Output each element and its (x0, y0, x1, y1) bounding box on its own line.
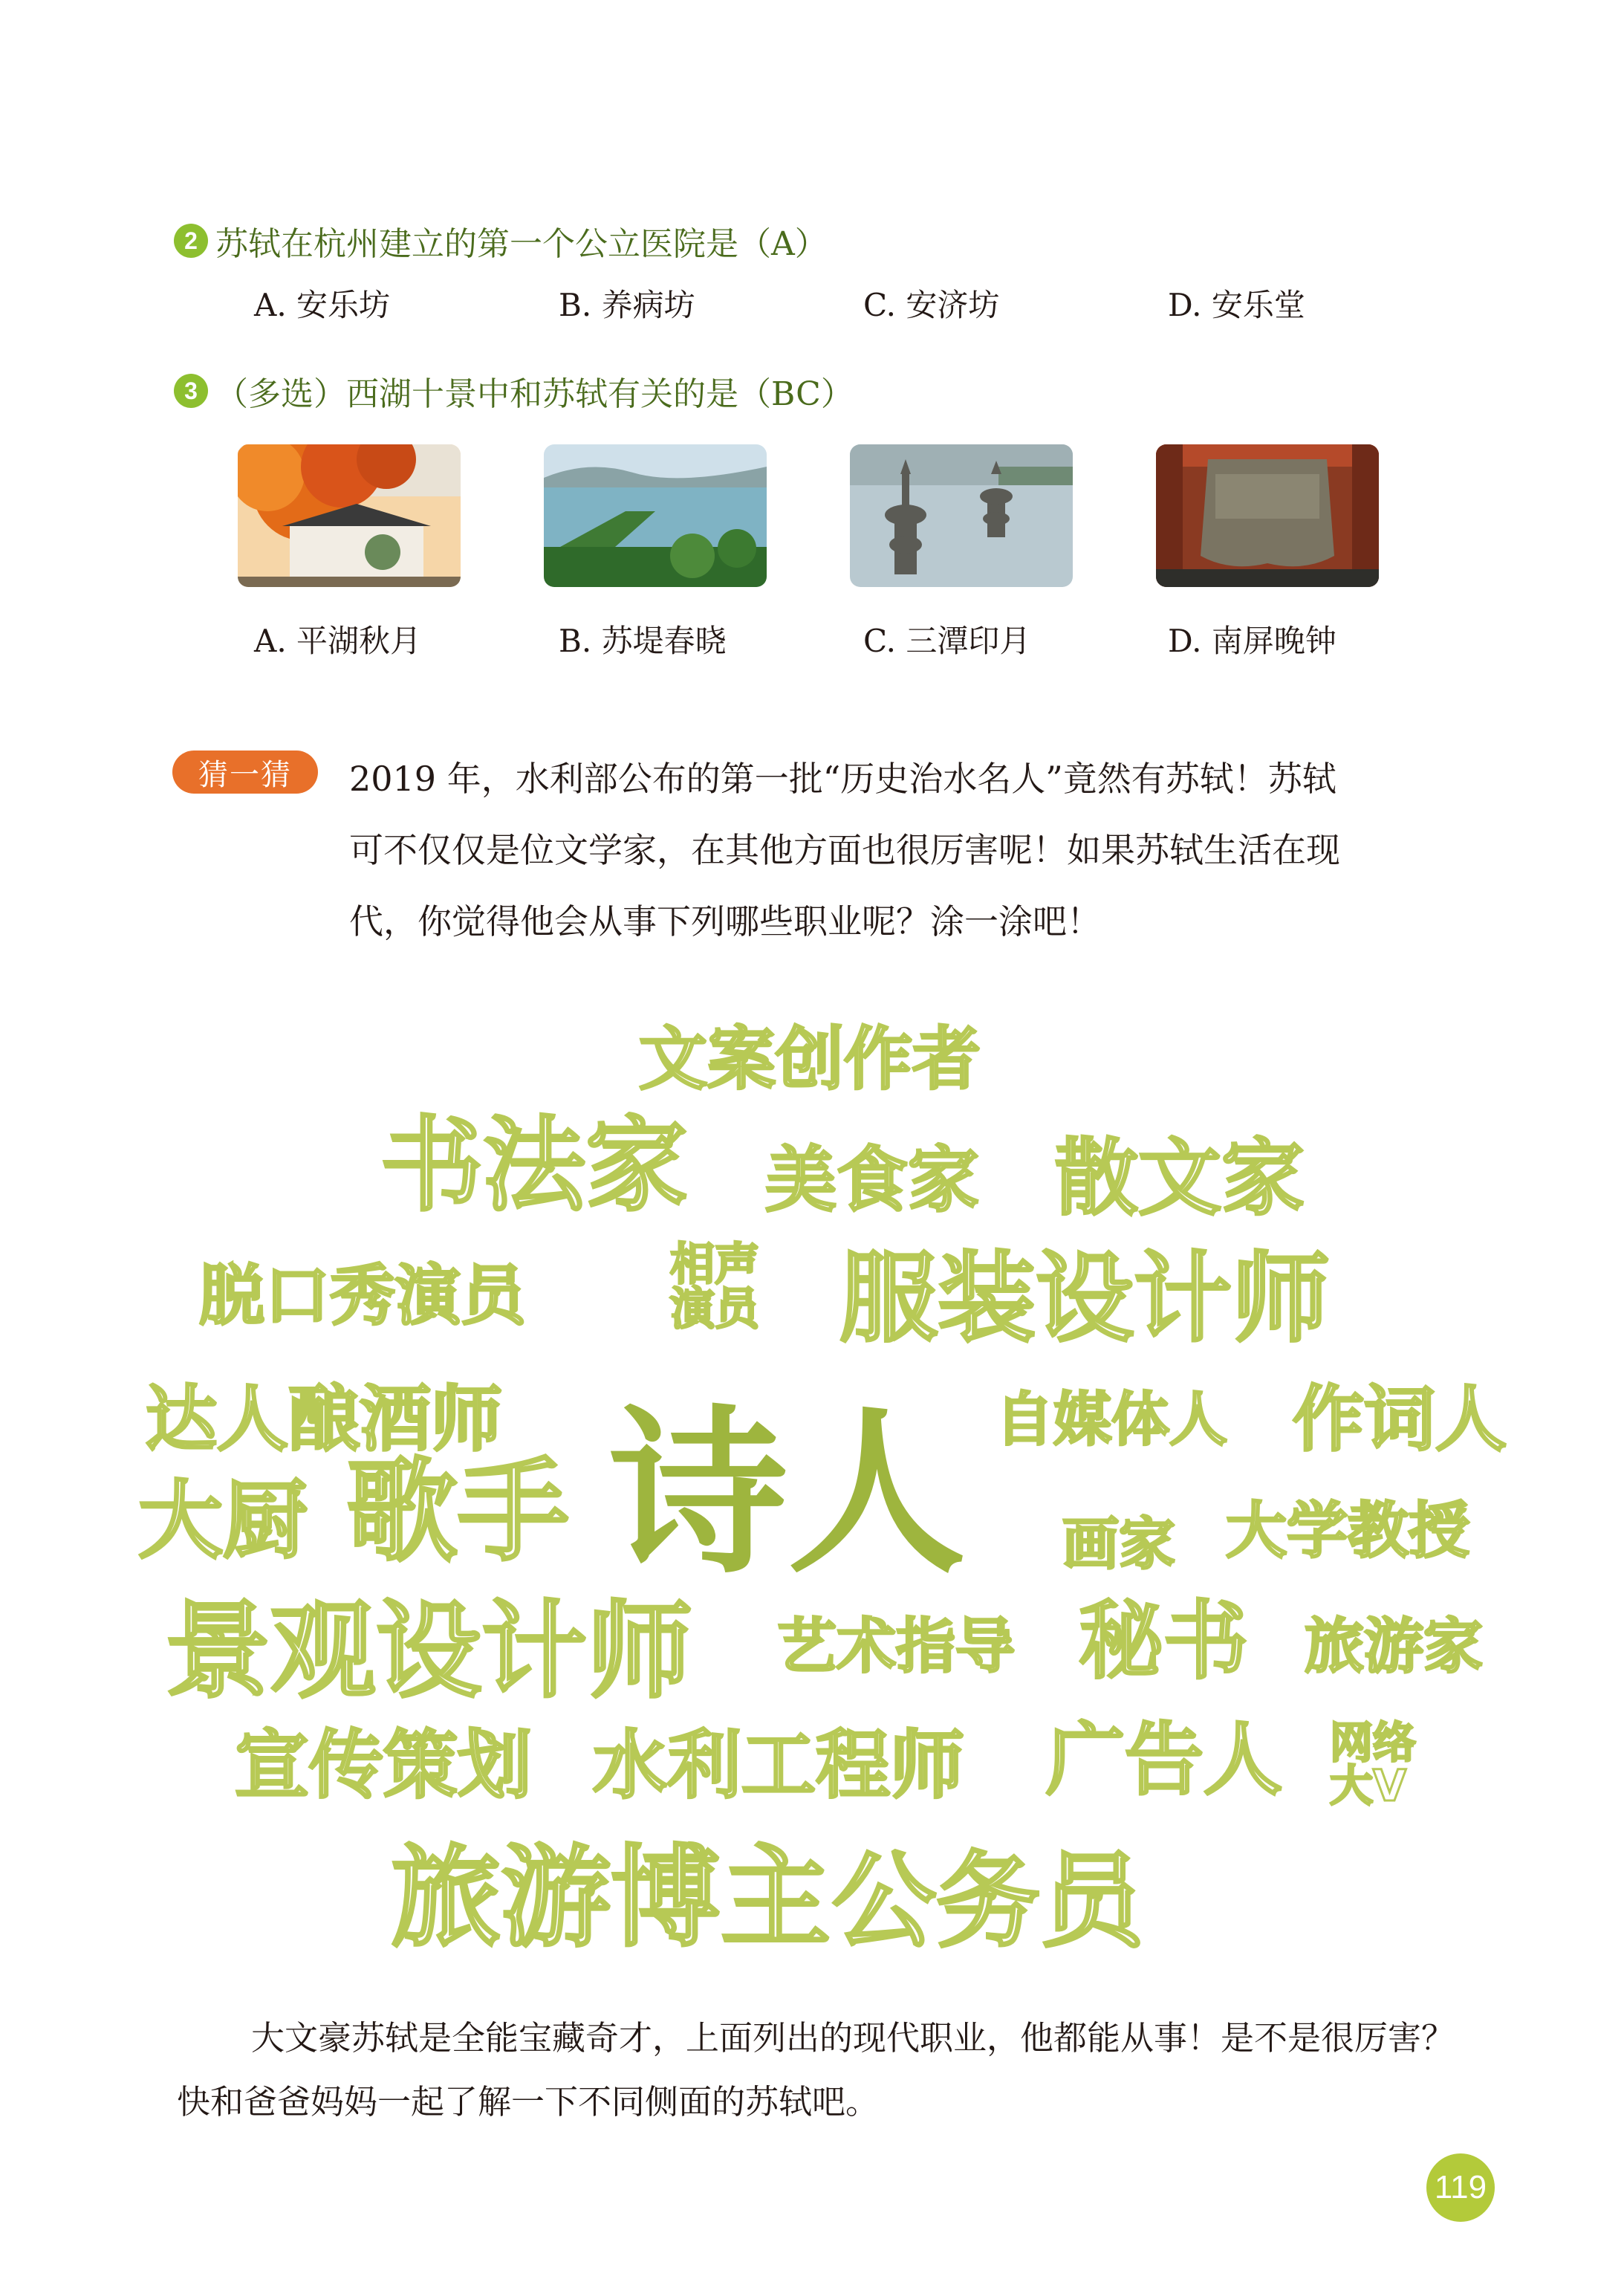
option-a: A. 平湖秋月 (254, 623, 422, 659)
cloud-word[interactable]: 宣传策划 (235, 1722, 532, 1809)
option-d: D. 安乐堂 (1168, 287, 1305, 323)
cloud-word[interactable]: 画家 (1062, 1511, 1175, 1577)
guess-line: 2019 年，水利部公布的第一批“历史治水名人”竟然有苏轼！苏轼 (349, 759, 1336, 799)
question-2 (174, 217, 828, 265)
cloud-word[interactable]: 作词人 (1293, 1378, 1507, 1461)
cloud-word[interactable]: 散文家 (1055, 1130, 1305, 1227)
photo-three-pools-stone-pagodas (850, 444, 1073, 587)
guess-text (349, 743, 1478, 957)
cloud-word-line: 相声 (670, 1239, 759, 1291)
cloud-word-line: 演员 (670, 1283, 759, 1335)
option-d: D. 南屏晚钟 (1168, 623, 1336, 659)
cloud-word[interactable]: 服装设计师 (839, 1242, 1330, 1356)
question-3 (174, 367, 854, 415)
photo-autumn-moon-pavilion (238, 444, 461, 587)
cloud-word[interactable]: 脱口秀演员 (199, 1257, 527, 1334)
cloud-word[interactable]: 达人酿酒师 (146, 1378, 502, 1461)
cloud-word[interactable]: 歌手 (346, 1448, 570, 1577)
cloud-word-highlight[interactable]: 诗人 (609, 1390, 967, 1598)
guess-line: 可不仅仅是位文学家，在其他方面也很厉害呢！如果苏轼生活在现 (349, 830, 1340, 870)
option-a: A. 安乐坊 (254, 287, 391, 323)
cloud-word[interactable]: 公务员 (832, 1841, 1145, 1962)
option-c: C. 安济坊 (863, 287, 1000, 323)
cloud-word[interactable]: 美食家 (765, 1138, 979, 1222)
question-number-badge: 2 (174, 224, 208, 258)
option-b: B. 苏堤春晓 (559, 623, 727, 659)
question-text: 苏轼在杭州建立的第一个公立医院是（A） (215, 225, 828, 263)
cloud-word-stacked[interactable] (1330, 1717, 1417, 1811)
cloud-word-stacked[interactable] (670, 1239, 759, 1335)
page-number: 119 (1426, 2153, 1495, 2222)
cloud-word[interactable]: 景观设计师 (165, 1590, 692, 1713)
question-number-badge: 3 (174, 374, 208, 408)
cloud-word[interactable]: 旅游家 (1305, 1612, 1483, 1681)
guess-line: 代，你觉得他会从事下列哪些职业呢？涂一涂吧！ (349, 901, 1101, 941)
cloud-word-line: 网络 (1330, 1717, 1417, 1768)
cloud-word-line: 大V (1330, 1760, 1406, 1811)
photo-su-causeway (544, 444, 767, 587)
cloud-word[interactable]: 书法家 (380, 1106, 689, 1225)
cloud-word[interactable]: 艺术指导 (777, 1612, 1015, 1681)
cloud-word[interactable]: 旅游博主 (391, 1834, 831, 1962)
cloud-word[interactable]: 广告人 (1046, 1714, 1282, 1806)
question-text: （多选）西湖十景中和苏轼有关的是（BC） (215, 375, 854, 413)
cloud-word[interactable]: 大学教授 (1226, 1496, 1470, 1566)
photo-nanping-bell (1156, 444, 1379, 587)
option-c: C. 三潭印月 (863, 623, 1031, 659)
cloud-word[interactable]: 文案创作者 (639, 1020, 981, 1099)
guess-badge: 猜一猜 (172, 751, 318, 794)
closing-paragraph: 大文豪苏轼是全能宝藏奇才，上面列出的现代职业，他都能从事！是不是很厉害？快和爸爸妈妈一起了解一下不同侧面的苏轼吧。 (177, 2018, 1455, 2121)
cloud-word[interactable]: 自媒体人 (995, 1387, 1228, 1453)
option-b: B. 养病坊 (559, 287, 695, 323)
cloud-word[interactable]: 秘书 (1079, 1592, 1249, 1691)
cloud-word[interactable]: 大厨 (138, 1471, 308, 1570)
cloud-word[interactable]: 水利工程师 (593, 1722, 964, 1809)
